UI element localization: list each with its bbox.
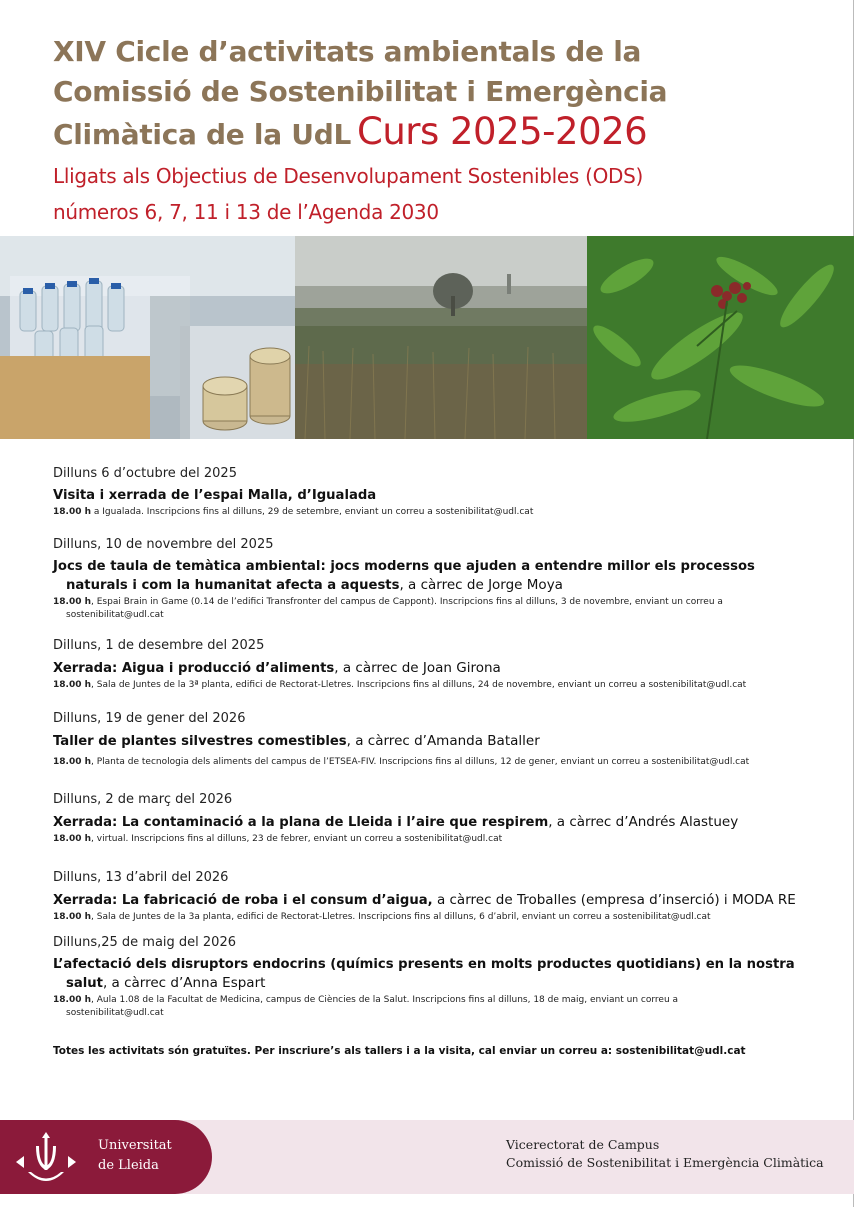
event-title-text: Taller de plantes silvestres comestibles xyxy=(53,734,347,749)
footer-line-2: Comissió de Sostenibilitat i Emergència Climàtica xyxy=(506,1155,824,1170)
event-time: 18.00 h xyxy=(53,507,92,517)
event-date: Dilluns, 13 d’abril del 2026 xyxy=(53,870,229,885)
event-detail-text: , Espai Brain in Game (0.14 de l’edifici Transfronter del campus de Cappont). Inscripcions fins al dilluns, 3 de novembre, enviant un correu a xyxy=(91,597,723,607)
event-date: Dilluns,25 de maig del 2026 xyxy=(53,935,236,950)
event-title-text: Jocs de taula de temàtica ambiental: jocs moderns que ajuden a entendre millor els processos xyxy=(53,559,755,574)
event-title xyxy=(53,956,813,993)
footer-organizer xyxy=(506,1136,824,1172)
event-time: 18.00 h xyxy=(53,680,92,690)
event-item xyxy=(53,466,813,519)
logo-line-1: Universitat xyxy=(98,1138,172,1153)
event-date: Dilluns, 19 de gener del 2026 xyxy=(53,711,246,726)
event-detail xyxy=(53,833,813,846)
event-detail-text: a Igualada. Inscripcions fins al dilluns, 29 de setembre, enviant un correu a sostenibilitat@udl.cat xyxy=(91,507,534,517)
event-item xyxy=(53,537,813,622)
event-speaker: , a càrrec d’Amanda Bataller xyxy=(346,733,540,749)
poster-title xyxy=(53,32,843,155)
event-title-text: L’afectació dels disruptors endocrins (químics presents en molts productes quotidians) en la nostra xyxy=(53,957,795,972)
event-detail-text: , Sala de Juntes de la 3ª planta, edifici de Rectorat-Lletres. Inscripcions fins al dilluns, 24 de novembre, enviant un correu a sostenibilitat@udl.cat xyxy=(91,680,747,690)
event-detail xyxy=(53,756,813,769)
event-date: Dilluns, 10 de novembre del 2025 xyxy=(53,537,274,552)
subtitle-line-2: números 6, 7, 11 i 13 de l’Agenda 2030 xyxy=(53,200,439,224)
event-speaker: , a càrrec d’Anna Espart xyxy=(102,975,266,991)
event-detail-text-2: sostenibilitat@udl.cat xyxy=(66,1008,164,1018)
event-time: 18.00 h xyxy=(53,757,92,767)
udl-emblem-icon xyxy=(6,1120,86,1194)
event-speaker: , a càrrec de Jorge Moya xyxy=(399,577,563,593)
event-item xyxy=(53,935,813,1020)
event-time: 18.00 h xyxy=(53,597,92,607)
event-title xyxy=(53,891,813,910)
photo-strip xyxy=(0,236,854,439)
event-detail-text: , Aula 1.08 de la Facultat de Medicina, campus de Ciències de la Salut. Inscripcions fins al dilluns, 18 de maig, enviant un correu a xyxy=(91,995,679,1005)
wild-plant-photo xyxy=(587,236,854,439)
event-time: 18.00 h xyxy=(53,834,92,844)
event-detail-text-2: sostenibilitat@udl.cat xyxy=(66,610,164,620)
event-detail xyxy=(53,679,813,692)
event-detail-text: , Planta de tecnologia dels aliments del campus de l’ETSEA-FIV. Inscripcions fins al dilluns, 12 de gener, enviant un correu a sostenibilitat@udl.cat xyxy=(91,757,750,767)
title-line-3-text: Climàtica de la UdL xyxy=(53,118,351,151)
event-title-text-2: naturals i com la humanitat afecta a aquests xyxy=(66,578,400,593)
event-title-text: Xerrada: La contaminació a la plana de Lleida i l’aire que respirem xyxy=(53,815,549,830)
event-item xyxy=(53,870,813,924)
event-date: Dilluns, 2 de març del 2026 xyxy=(53,792,233,807)
title-line-3 xyxy=(53,112,843,155)
event-date: Dilluns 6 d’octubre del 2025 xyxy=(53,466,237,481)
footer-line-1: Vicerectorat de Campus xyxy=(506,1137,660,1152)
event-item xyxy=(53,711,813,769)
event-speaker: a càrrec de Troballes (empresa d’inserció) i MODA RE xyxy=(432,892,796,908)
event-title-text: Visita i xerrada de l’espai Malla, d’Igualada xyxy=(53,488,377,503)
logo-line-2: de Lleida xyxy=(98,1158,159,1173)
udl-logo-text xyxy=(98,1136,172,1176)
event-title xyxy=(53,732,813,751)
event-speaker: , a càrrec de Joan Girona xyxy=(334,660,501,676)
event-date: Dilluns, 1 de desembre del 2025 xyxy=(53,638,265,653)
event-title xyxy=(53,813,813,832)
event-title xyxy=(53,487,813,505)
event-title xyxy=(53,558,813,595)
title-line-2: Comissió de Sostenibilitat i Emergència xyxy=(53,75,668,108)
event-detail xyxy=(53,911,813,924)
subtitle-line-1: Lligats als Objectius de Desenvolupament Sostenibles (ODS) xyxy=(53,164,644,188)
subtitle xyxy=(53,158,843,230)
event-detail-text: , Sala de Juntes de la 3a planta, edifici de Rectorat-Lletres. Inscripcions fins al dilluns, 6 d’abril, enviant un correu a sostenibilitat@udl.cat xyxy=(91,912,711,922)
course-year: Curs 2025-2026 xyxy=(356,110,648,153)
event-title-text-2: salut xyxy=(66,976,103,991)
event-title-text: Xerrada: La fabricació de roba i el consum d’aigua, xyxy=(53,893,433,908)
food-bank-photo xyxy=(0,236,295,439)
event-title-text: Xerrada: Aigua i producció d’aliments xyxy=(53,661,335,676)
event-detail xyxy=(53,596,813,622)
event-detail-text: , virtual. Inscripcions fins al dilluns, 23 de febrer, enviant un correu a sostenibilitat@udl.cat xyxy=(91,834,503,844)
registration-note: Totes les activitats són gratuïtes. Per inscriure’s als tallers i a la visita, cal enviar un correu a: sostenibilitat@udl.cat xyxy=(53,1045,746,1057)
plain-landscape-photo xyxy=(295,236,587,439)
event-time: 18.00 h xyxy=(53,995,92,1005)
event-item xyxy=(53,792,813,846)
event-time: 18.00 h xyxy=(53,912,92,922)
event-speaker: , a càrrec d’Andrés Alastuey xyxy=(548,814,739,830)
event-item xyxy=(53,638,813,692)
title-line-1: XIV Cicle d’activitats ambientals de la xyxy=(53,35,642,68)
event-detail xyxy=(53,506,813,519)
event-title xyxy=(53,659,813,678)
event-detail xyxy=(53,994,813,1020)
